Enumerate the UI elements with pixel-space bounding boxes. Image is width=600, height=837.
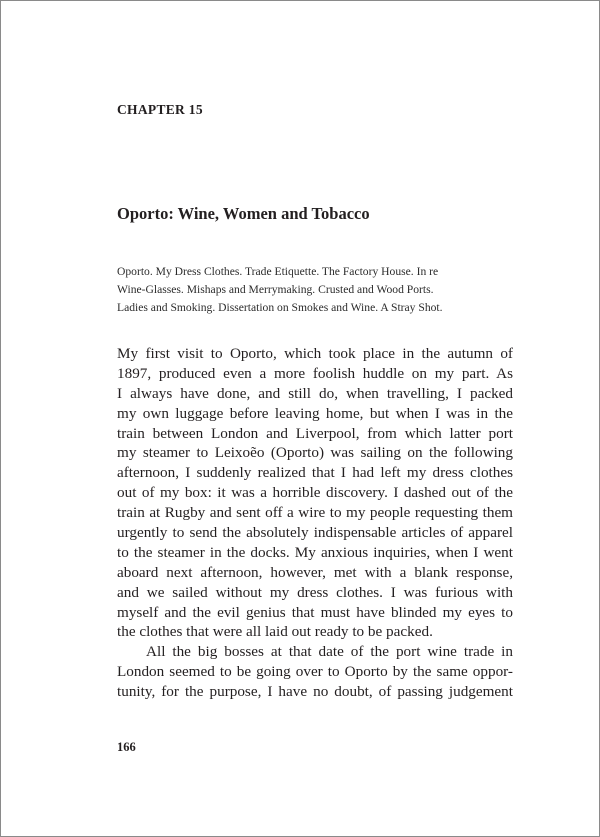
- synopsis-line: Oporto. My Dress Clothes. Trade Etiquette. The Factory House. In re: [117, 265, 439, 278]
- text-line: 1897, produced even a more foolish huddle on my part. As: [117, 364, 513, 382]
- synopsis-line: Ladies and Smoking. Dissertation on Smokes and Wine. A Stray Shot.: [117, 301, 443, 314]
- chapter-title: Oporto: Wine, Women and Tobacco: [117, 204, 370, 223]
- text-line: urgently to send the absolutely indispensable articles of apparel: [117, 524, 513, 542]
- chapter-number: CHAPTER 15: [117, 102, 203, 117]
- text-line: aboard next afternoon, however, met with a blank response,: [117, 563, 513, 581]
- text-line: All the big bosses at that date of the port wine trade in: [146, 643, 513, 661]
- text-line: myself and the evil genius that must have blinded my eyes to: [117, 603, 513, 621]
- text-line: My first visit to Oporto, which took place in the autumn of: [117, 345, 513, 362]
- text-line: my own luggage before leaving home, but when I was in the: [117, 404, 513, 422]
- text-line: the clothes that were all laid out ready to be packed.: [117, 623, 433, 641]
- text-line: I always have done, and still do, when travelling, I packed: [117, 384, 513, 402]
- body-text: [117, 344, 513, 702]
- chapter-synopsis: [117, 263, 517, 317]
- text-line: afternoon, I suddenly realized that I had left my dress clothes: [117, 464, 513, 482]
- text-line: and we sailed without my dress clothes. I was furious with: [117, 583, 513, 601]
- text-line: tunity, for the purpose, I have no doubt, of passing judgement: [117, 683, 513, 701]
- paragraph-1: [117, 344, 513, 642]
- text-line: train at Rugby and sent off a wire to my people requesting them: [117, 504, 513, 522]
- text-line: to the steamer in the docks. My anxious inquiries, when I went: [117, 543, 513, 561]
- text-line: London seemed to be going over to Oporto by the same oppor-: [117, 663, 513, 681]
- paragraph-2: [117, 642, 513, 702]
- text-line: train between London and Liverpool, from which latter port: [117, 424, 513, 442]
- page-number: 166: [117, 740, 136, 754]
- text-line: my steamer to Leixoẽo (Oporto) was sailing on the following: [117, 444, 513, 462]
- synopsis-line: Wine-Glasses. Mishaps and Merrymaking. Crusted and Wood Ports.: [117, 283, 434, 296]
- text-line: out of my box: it was a horrible discovery. I dashed out of the: [117, 484, 513, 502]
